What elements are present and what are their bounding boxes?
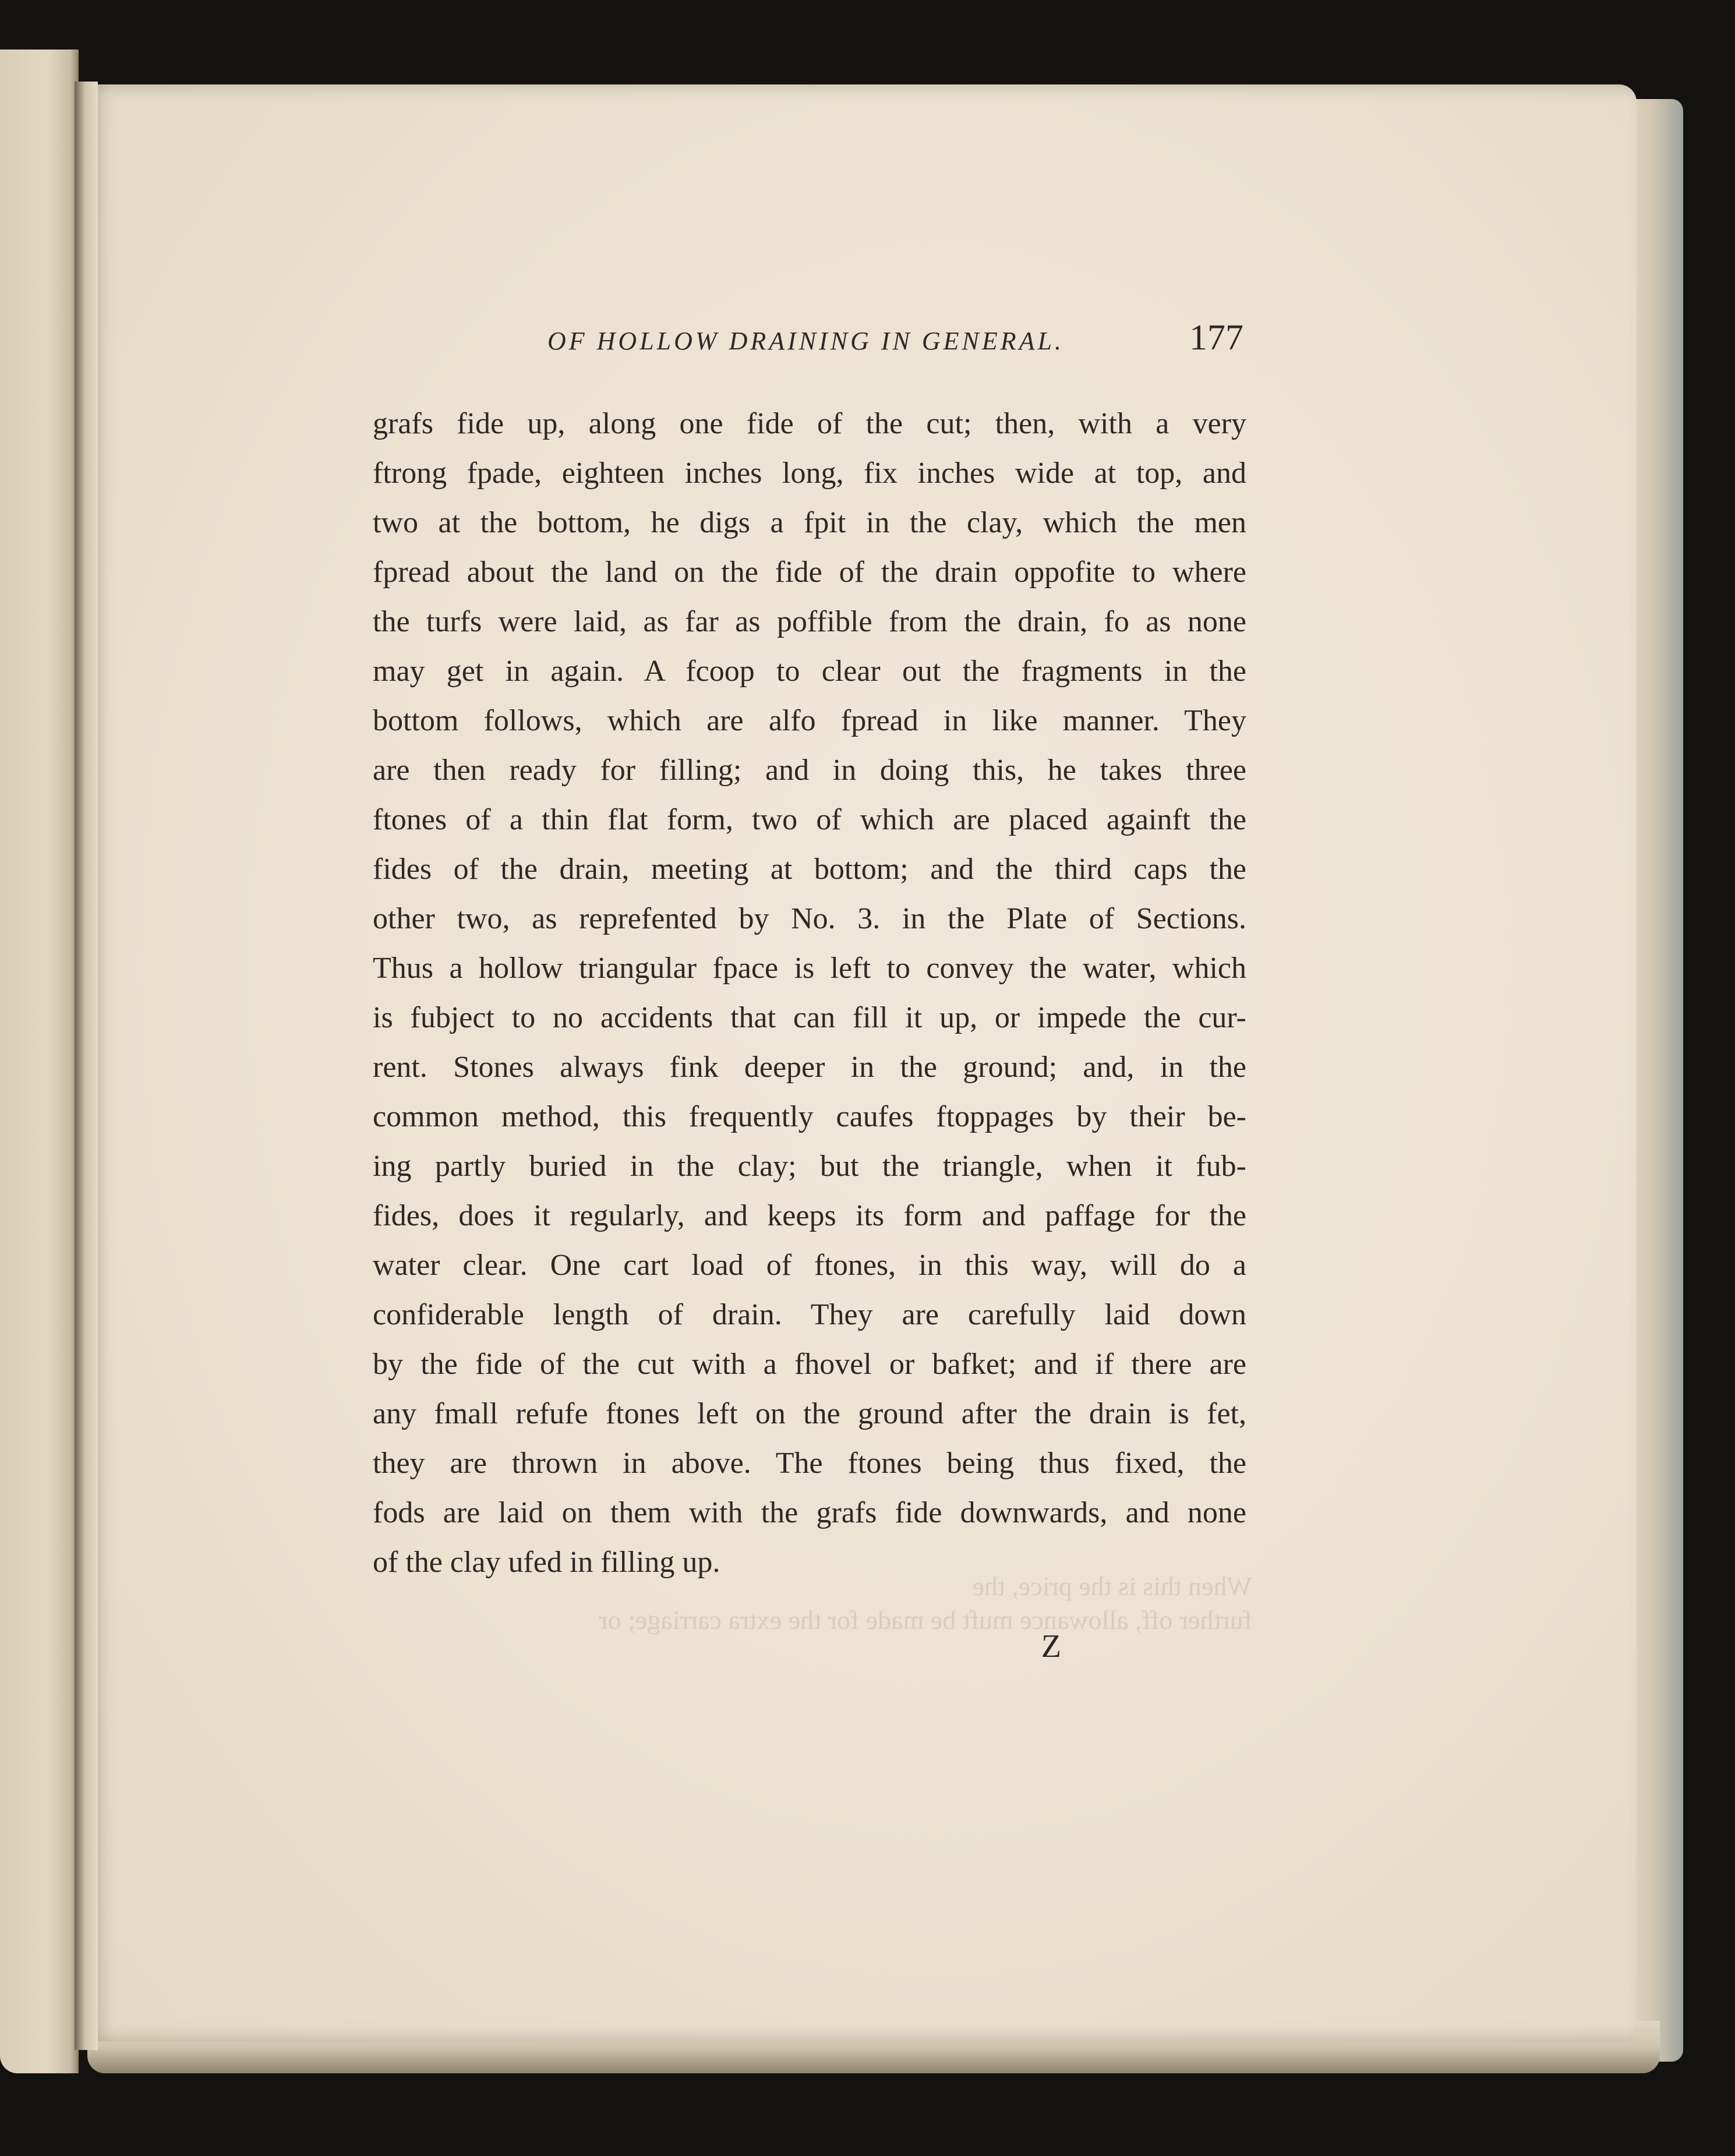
running-title: OF HOLLOW DRAINING IN GENERAL. bbox=[547, 327, 1064, 355]
text-line: other two, as reprefented by No. 3. in the Plate of Sections. bbox=[373, 902, 1246, 935]
text-line: ftrong fpade, eighteen inches long, fix inches wide at top, and bbox=[373, 457, 1246, 490]
text-line: fides of the drain, meeting at bottom; and the third caps the bbox=[373, 853, 1246, 886]
show-through-text bbox=[408, 1570, 1252, 1634]
text-line: two at the bottom, he digs a fpit in the clay, which the men bbox=[373, 506, 1246, 539]
text-line: they are thrown in above. The ftones being thus fixed, the bbox=[373, 1447, 1246, 1480]
gutter bbox=[75, 82, 98, 2050]
text-line: water clear. One cart load of ftones, in this way, will do a bbox=[373, 1249, 1246, 1282]
text-line: confiderable length of drain. They are carefully laid down bbox=[373, 1298, 1246, 1331]
text-line: fods are laid on them with the grafs fide downwards, and none bbox=[373, 1496, 1246, 1529]
text-line: bottom follows, which are alfo fpread in like manner. They bbox=[373, 704, 1246, 737]
text-line: is fubject to no accidents that can fill it up, or impede the cur- bbox=[373, 1001, 1246, 1034]
facing-page-edge bbox=[0, 50, 79, 2073]
text-line: Thus a hollow triangular fpace is left to convey the water, which bbox=[373, 952, 1246, 985]
text-line: common method, this frequently caufes ftoppages by their be- bbox=[373, 1100, 1246, 1133]
text-line: may get in again. A fcoop to clear out the fragments in the bbox=[373, 655, 1246, 688]
text-line: of the clay ufed in filling up. bbox=[373, 1546, 720, 1579]
text-line: ing partly buried in the clay; but the triangle, when it fub- bbox=[373, 1150, 1246, 1183]
page-number: 177 bbox=[1189, 318, 1243, 358]
text-line: grafs fide up, along one fide of the cut; then, with a very bbox=[373, 407, 1246, 440]
text-line: are then ready for filling; and in doing this, he takes three bbox=[373, 754, 1246, 787]
text-line: the turfs were laid, as far as poffible from the drain, fo as none bbox=[373, 605, 1246, 638]
show-through-line: When this is the price, the bbox=[972, 1571, 1252, 1601]
text-line: ftones of a thin flat form, two of which are placed againft the bbox=[373, 803, 1246, 836]
text-line: fpread about the land on the fide of the drain oppofite to where bbox=[373, 556, 1246, 589]
text-line: by the fide of the cut with a fhovel or bafket; and if there are bbox=[373, 1348, 1246, 1381]
text-line: fides, does it regularly, and keeps its form and paffage for the bbox=[373, 1199, 1246, 1232]
show-through-line: further off, allowance muft be made for the extra carriage; or bbox=[599, 1605, 1252, 1635]
signature-mark: Z bbox=[1041, 1628, 1062, 1664]
text-line: rent. Stones always fink deeper in the ground; and, in the bbox=[373, 1051, 1246, 1084]
text-line: any fmall refufe ftones left on the ground after the drain is fet, bbox=[373, 1397, 1246, 1430]
body-text bbox=[373, 399, 1246, 1579]
